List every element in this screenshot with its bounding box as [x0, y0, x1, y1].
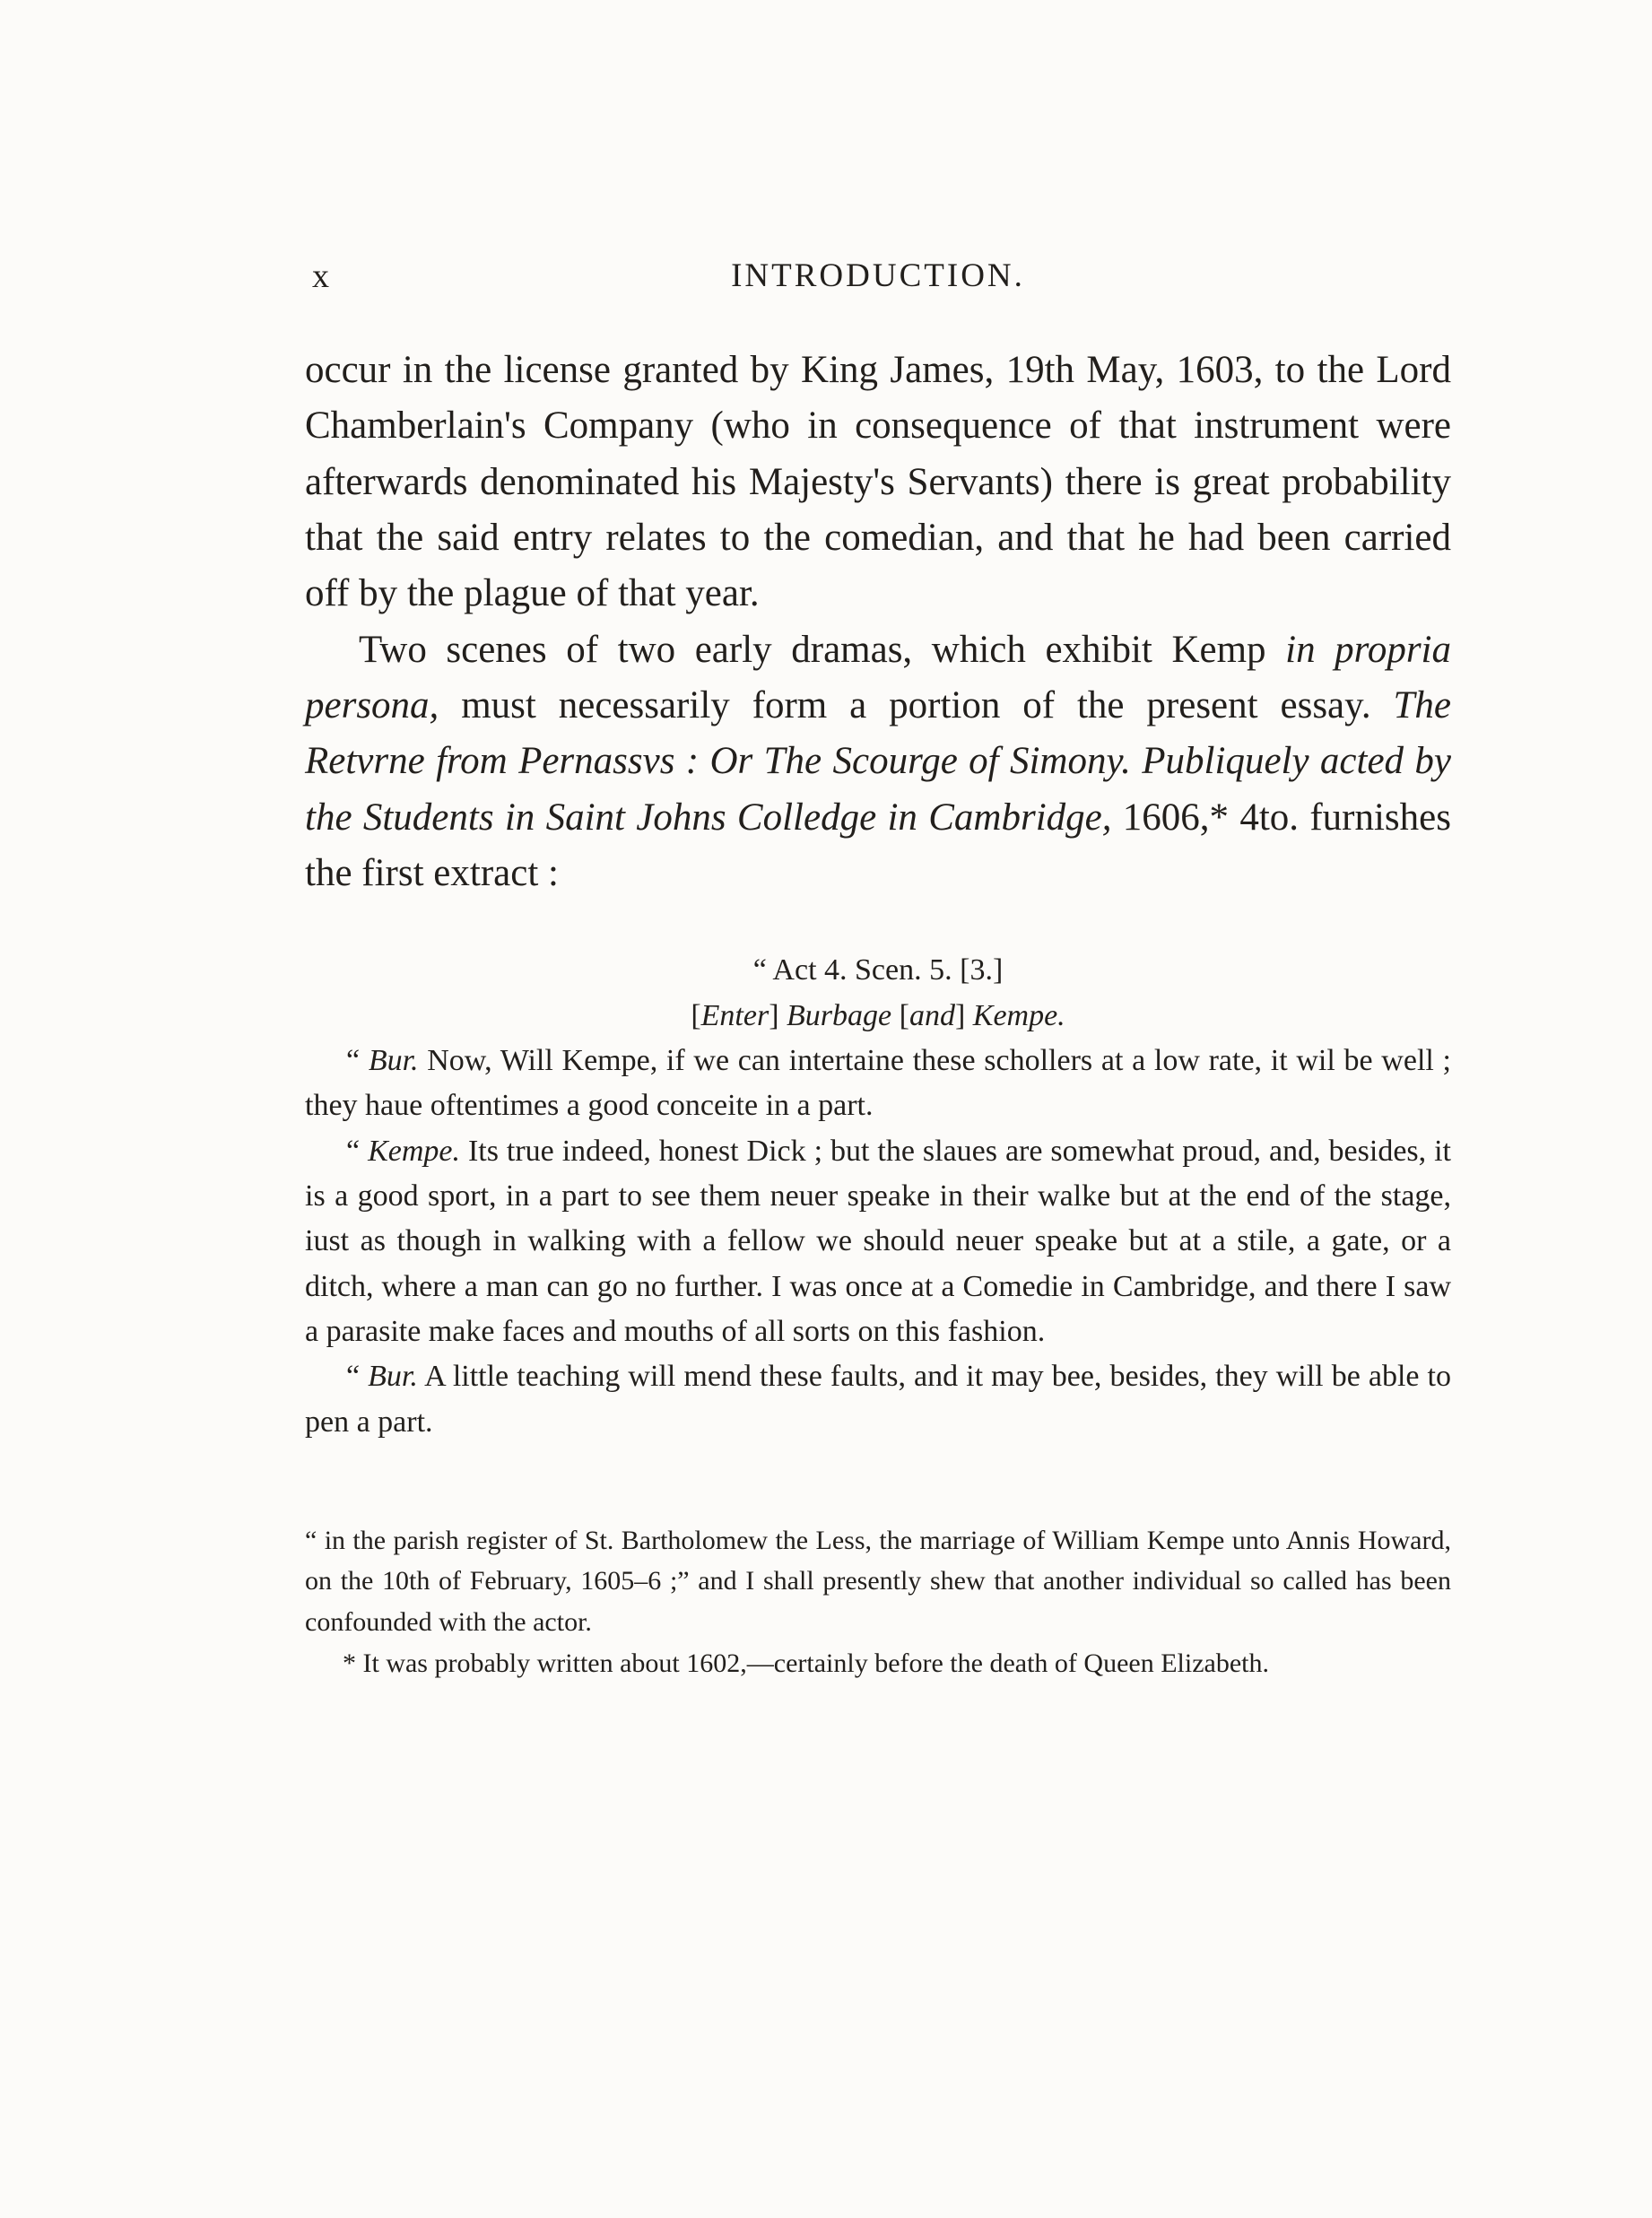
speech-text: A little teaching will mend these faults, and it may bee, besides, they will be able to pen a part.	[305, 1360, 1451, 1439]
footnote-parish-register: “ in the parish register of St. Bartholomew the Less, the marriage of William Kempe unto Annis Howard, on the 10th of February, 1605–6 ;” and I shall presently shew that another individual so called has been confounded with the actor.	[305, 1525, 1451, 1638]
speaker-name: Kempe.	[368, 1134, 460, 1168]
page-header	[305, 257, 1451, 309]
bracket: [	[891, 998, 909, 1032]
speaker-name: Bur.	[368, 1360, 418, 1394]
stage-word: Enter	[700, 998, 769, 1032]
stage-word: and	[909, 998, 955, 1032]
character-name: Burbage	[787, 998, 892, 1032]
paragraph-text: occur in the license granted by King James, 19th May, 1603, to the Lord Chamberlain's Company (who in consequence of that instrument were afterwards denominated his Majesty's Servants) there is great probability that the said entry relates to the comedian, and that he had been carried off by the plague of that year.	[305, 349, 1451, 615]
quote-mark: “	[346, 1360, 369, 1394]
speech-burbage-1	[305, 1039, 1451, 1129]
character-name: Kempe.	[972, 998, 1065, 1032]
latin-phrase: in propria persona,	[305, 628, 1451, 727]
stage-direction	[305, 994, 1451, 1039]
paragraph-text: 1606,* 4to. furnishes the first extract :	[305, 796, 1451, 895]
scene-heading: “ Act 4. Scen. 5. [3.]	[752, 953, 1004, 987]
quote-mark: “	[346, 1044, 369, 1078]
page-number: x	[312, 257, 329, 295]
play-title: The Retvrne from Pernassvs : Or The Scourge of Simony. Publiquely acted by the Students in Saint Johns Colledge in Cambridge,	[305, 684, 1451, 839]
page-content	[305, 257, 1451, 1683]
paragraph-text: Two scenes of two early dramas, which exhibit Kemp	[359, 628, 1286, 671]
bracket: [	[691, 998, 701, 1032]
paragraph-continuation	[305, 343, 1451, 622]
footnote-asterisk: * It was probably written about 1602,—certainly before the death of Queen Elizabeth.	[343, 1648, 1269, 1678]
speech-burbage-2	[305, 1354, 1451, 1445]
play-extract	[305, 948, 1451, 1444]
quote-mark: “	[346, 1134, 369, 1168]
bracket: ]	[769, 998, 787, 1032]
speech-text: Now, Will Kempe, if we can intertaine these schollers at a low rate, it wil be well ; they haue oftentimes a good conceite in a part.	[305, 1044, 1451, 1123]
paragraph-text: must necessarily form a portion of the present essay.	[439, 684, 1394, 727]
running-title: INTRODUCTION.	[731, 257, 1025, 294]
bracket: ]	[954, 998, 973, 1032]
footnotes	[305, 1520, 1451, 1683]
speech-kempe	[305, 1129, 1451, 1355]
speech-text: Its true indeed, honest Dick ; but the slaues are somewhat proud, and, besides, it is a good sport, in a part to see them neuer speake in their walke but at the end of the stage, iust as though in walking with a fellow we should neuer speake but at a stile, a gate, or a ditch, where a man can go no further. I was once at a Comedie in Cambridge, and there I saw a parasite make faces and mouths of all sorts on this fashion.	[305, 1134, 1451, 1348]
speaker-name: Bur.	[368, 1044, 419, 1078]
paragraph-two-scenes	[305, 622, 1451, 902]
